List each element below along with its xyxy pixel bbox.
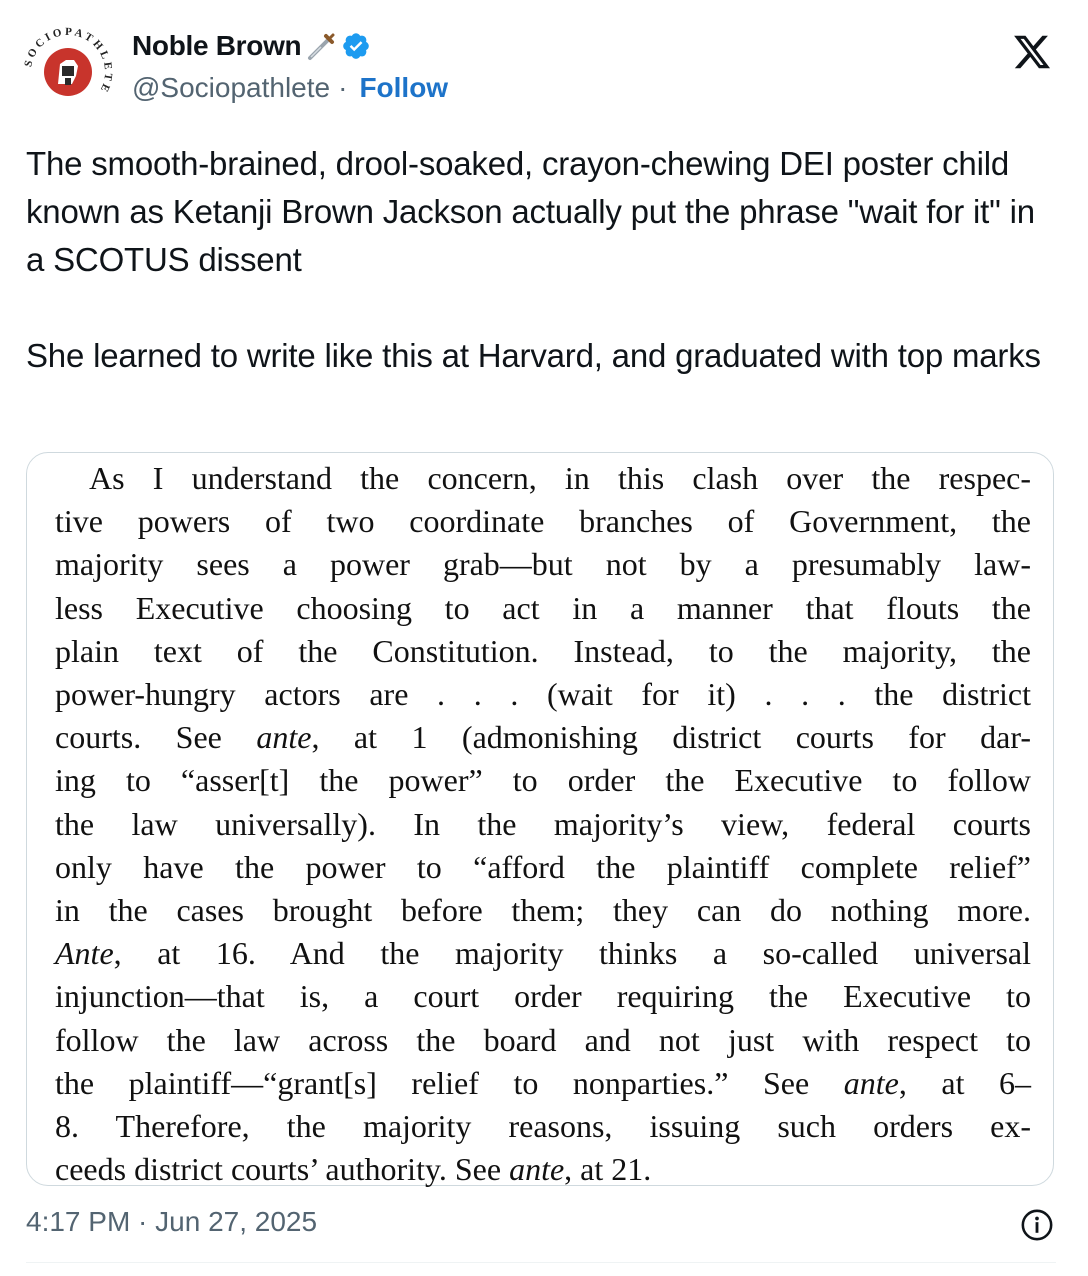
document-line: ing to “asser[t] the power” to order the Executive to follow (55, 762, 1031, 799)
name-row (132, 30, 371, 62)
document-line: courts. See ante, at 1 (admonishing district courts for dar- (55, 719, 1032, 756)
x-logo-icon[interactable] (1010, 32, 1054, 72)
document-line: plain text of the Constitution. Instead, to the majority, the (55, 632, 1031, 669)
follow-button[interactable]: Follow (359, 72, 449, 103)
tweet-text: The smooth-brained, drool-soaked, crayon-chewing DEI poster child known as Ketanji Brown Jackson actually put the phrase "wait for it" in a SCOTUS dissent She learned to write like this at Harvard, and graduated with top marks (26, 145, 1041, 374)
document-line: majority sees a power grab—but not by a presumably law- (55, 546, 1031, 583)
document-line: ceeds district courts’ authority. See ante, at 21. (55, 1151, 652, 1188)
document-line: tive powers of two coordinate branches of Government, the (55, 503, 1031, 540)
avatar[interactable] (22, 26, 114, 118)
document-line: Ante, at 16. And the majority thinks a so-called universal (55, 935, 1031, 972)
document-line: in the cases brought before them; they can do nothing more. (55, 892, 1031, 929)
document-line: less Executive choosing to act in a manner that flouts the (55, 589, 1031, 626)
document-line: 8. Therefore, the majority reasons, issuing such orders ex- (55, 1108, 1031, 1145)
document-image-card[interactable] (26, 452, 1054, 1186)
tweet-header (22, 26, 1066, 116)
document-line: only have the power to “afford the plaintiff complete relief” (55, 848, 1031, 885)
document-line: As I understand the concern, in this clash over the respec- (89, 460, 1031, 496)
author-name[interactable]: Noble Brown (132, 30, 302, 61)
separator-dot: · (338, 72, 348, 103)
dagger-emoji-icon (305, 31, 335, 61)
document-line: power-hungry actors are . . . (wait for it) . . . the district (55, 676, 1031, 713)
dissent-excerpt (55, 457, 1031, 1191)
document-line: injunction—that is, a court order requiring the Executive to (55, 978, 1031, 1015)
document-line: follow the law across the board and not just with respect to (55, 1021, 1031, 1058)
avatar-ring-text: SOCIOPATHLETE (22, 26, 114, 97)
verified-badge-icon (341, 31, 371, 61)
author-handle[interactable]: @Sociopathlete (132, 72, 331, 103)
tweet-timestamp[interactable]: 4:17 PM · Jun 27, 2025 (26, 1206, 318, 1237)
document-line: the law universally). In the majority’s view, federal courts (55, 805, 1031, 842)
handle-row (132, 72, 448, 104)
bottom-divider (26, 1262, 1056, 1263)
document-line: the plaintiff—“grant[s] relief to nonparties.” See ante, at 6– (55, 1064, 1032, 1101)
info-icon[interactable] (1020, 1208, 1054, 1242)
